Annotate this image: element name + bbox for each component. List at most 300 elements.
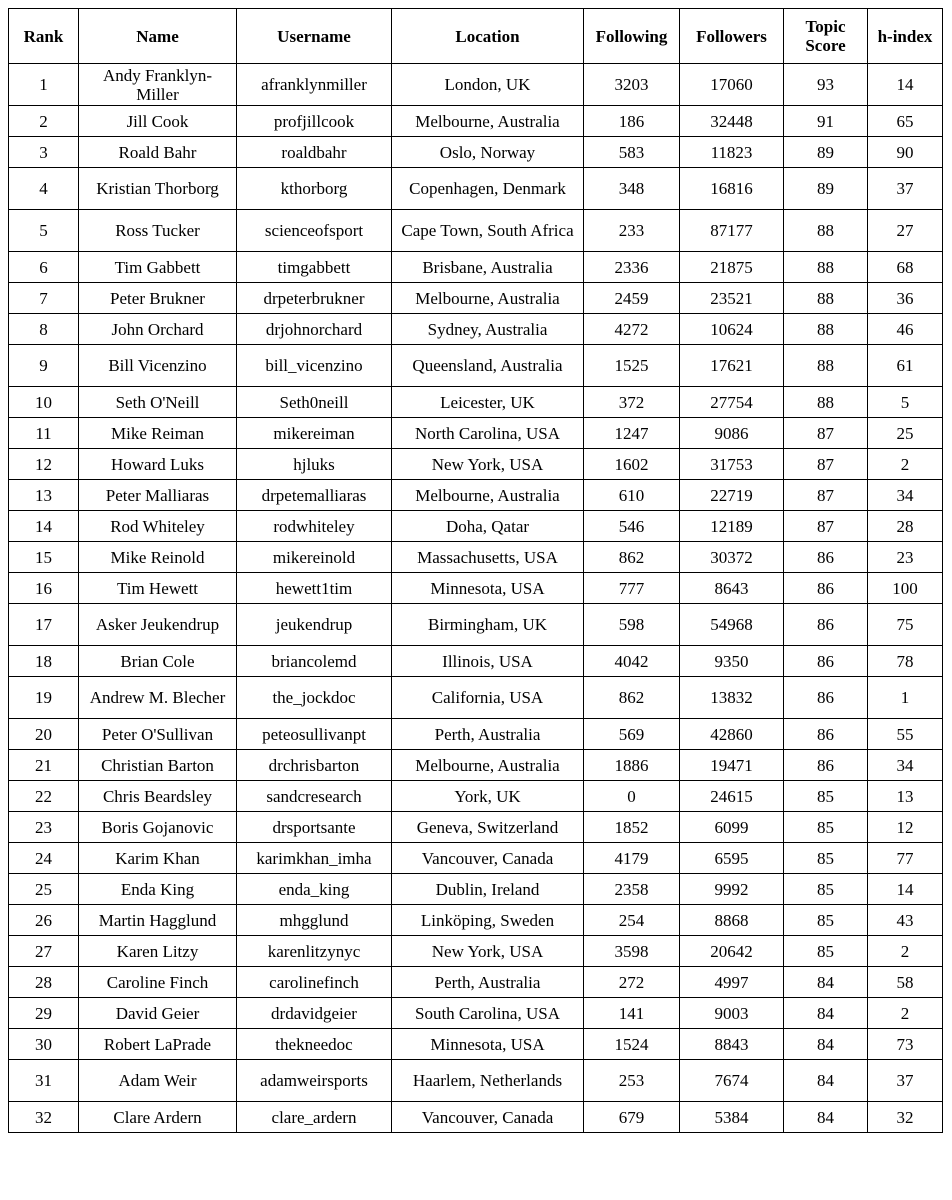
h-index-cell: 77 bbox=[868, 843, 943, 874]
topic-score-cell: 87 bbox=[784, 449, 868, 480]
table-row bbox=[9, 387, 943, 418]
followers-cell: 12189 bbox=[680, 511, 784, 542]
following-cell: 1852 bbox=[584, 812, 680, 843]
rank-cell: 12 bbox=[9, 449, 79, 480]
rank-cell: 32 bbox=[9, 1102, 79, 1133]
header-rank: Rank bbox=[9, 9, 79, 64]
rank-cell: 5 bbox=[9, 210, 79, 252]
followers-cell: 8843 bbox=[680, 1029, 784, 1060]
table-row bbox=[9, 314, 943, 345]
followers-cell: 8868 bbox=[680, 905, 784, 936]
following-cell: 583 bbox=[584, 137, 680, 168]
ranking-table bbox=[8, 8, 943, 1133]
topic-score-cell: 84 bbox=[784, 1102, 868, 1133]
h-index-cell: 100 bbox=[868, 573, 943, 604]
name-cell: Ross Tucker bbox=[79, 210, 237, 252]
name-cell: Boris Gojanovic bbox=[79, 812, 237, 843]
username-cell: thekneedoc bbox=[237, 1029, 392, 1060]
followers-cell: 16816 bbox=[680, 168, 784, 210]
header-topic-score: Topic Score bbox=[784, 9, 868, 64]
h-index-cell: 58 bbox=[868, 967, 943, 998]
table-row bbox=[9, 210, 943, 252]
topic-score-cell: 86 bbox=[784, 750, 868, 781]
following-cell: 186 bbox=[584, 106, 680, 137]
topic-score-cell: 89 bbox=[784, 168, 868, 210]
h-index-cell: 14 bbox=[868, 874, 943, 905]
table-row bbox=[9, 542, 943, 573]
following-cell: 4272 bbox=[584, 314, 680, 345]
followers-cell: 9003 bbox=[680, 998, 784, 1029]
location-cell: California, USA bbox=[392, 677, 584, 719]
following-cell: 598 bbox=[584, 604, 680, 646]
table-row bbox=[9, 998, 943, 1029]
username-cell: drchrisbarton bbox=[237, 750, 392, 781]
location-cell: Queensland, Australia bbox=[392, 345, 584, 387]
h-index-cell: 32 bbox=[868, 1102, 943, 1133]
username-cell: timgabbett bbox=[237, 252, 392, 283]
table-row bbox=[9, 967, 943, 998]
following-cell: 1886 bbox=[584, 750, 680, 781]
name-cell: Jill Cook bbox=[79, 106, 237, 137]
following-cell: 862 bbox=[584, 542, 680, 573]
header-h-index: h-index bbox=[868, 9, 943, 64]
location-cell: Oslo, Norway bbox=[392, 137, 584, 168]
topic-score-cell: 86 bbox=[784, 542, 868, 573]
following-cell: 2459 bbox=[584, 283, 680, 314]
topic-score-cell: 84 bbox=[784, 998, 868, 1029]
h-index-cell: 36 bbox=[868, 283, 943, 314]
following-cell: 272 bbox=[584, 967, 680, 998]
rank-cell: 24 bbox=[9, 843, 79, 874]
username-cell: kthorborg bbox=[237, 168, 392, 210]
location-cell: Minnesota, USA bbox=[392, 1029, 584, 1060]
header-following: Following bbox=[584, 9, 680, 64]
h-index-cell: 2 bbox=[868, 998, 943, 1029]
location-cell: Leicester, UK bbox=[392, 387, 584, 418]
name-cell: Martin Hagglund bbox=[79, 905, 237, 936]
rank-cell: 27 bbox=[9, 936, 79, 967]
location-cell: Haarlem, Netherlands bbox=[392, 1060, 584, 1102]
topic-score-cell: 86 bbox=[784, 573, 868, 604]
name-cell: Bill Vicenzino bbox=[79, 345, 237, 387]
location-cell: Vancouver, Canada bbox=[392, 843, 584, 874]
topic-score-cell: 88 bbox=[784, 387, 868, 418]
table-row bbox=[9, 64, 943, 106]
location-cell: Perth, Australia bbox=[392, 719, 584, 750]
rank-cell: 8 bbox=[9, 314, 79, 345]
name-cell: Andy Franklyn-Miller bbox=[79, 64, 237, 106]
rank-cell: 31 bbox=[9, 1060, 79, 1102]
topic-score-cell: 85 bbox=[784, 843, 868, 874]
h-index-cell: 13 bbox=[868, 781, 943, 812]
location-cell: Geneva, Switzerland bbox=[392, 812, 584, 843]
username-cell: jeukendrup bbox=[237, 604, 392, 646]
following-cell: 2336 bbox=[584, 252, 680, 283]
following-cell: 679 bbox=[584, 1102, 680, 1133]
location-cell: Melbourne, Australia bbox=[392, 480, 584, 511]
name-cell: David Geier bbox=[79, 998, 237, 1029]
topic-score-cell: 86 bbox=[784, 677, 868, 719]
username-cell: mikereinold bbox=[237, 542, 392, 573]
topic-score-cell: 85 bbox=[784, 812, 868, 843]
h-index-cell: 73 bbox=[868, 1029, 943, 1060]
location-cell: Cape Town, South Africa bbox=[392, 210, 584, 252]
followers-cell: 17060 bbox=[680, 64, 784, 106]
followers-cell: 23521 bbox=[680, 283, 784, 314]
rank-cell: 19 bbox=[9, 677, 79, 719]
table-row bbox=[9, 449, 943, 480]
name-cell: Tim Gabbett bbox=[79, 252, 237, 283]
username-cell: hjluks bbox=[237, 449, 392, 480]
location-cell: Doha, Qatar bbox=[392, 511, 584, 542]
table-row bbox=[9, 905, 943, 936]
h-index-cell: 55 bbox=[868, 719, 943, 750]
rank-cell: 14 bbox=[9, 511, 79, 542]
location-cell: Copenhagen, Denmark bbox=[392, 168, 584, 210]
topic-score-cell: 86 bbox=[784, 604, 868, 646]
name-cell: Chris Beardsley bbox=[79, 781, 237, 812]
table-row bbox=[9, 677, 943, 719]
table-row bbox=[9, 936, 943, 967]
name-cell: Peter Brukner bbox=[79, 283, 237, 314]
name-cell: Seth O'Neill bbox=[79, 387, 237, 418]
username-cell: drpetemalliaras bbox=[237, 480, 392, 511]
h-index-cell: 43 bbox=[868, 905, 943, 936]
h-index-cell: 68 bbox=[868, 252, 943, 283]
topic-score-cell: 88 bbox=[784, 283, 868, 314]
followers-cell: 6099 bbox=[680, 812, 784, 843]
h-index-cell: 37 bbox=[868, 168, 943, 210]
username-cell: mikereiman bbox=[237, 418, 392, 449]
name-cell: Peter O'Sullivan bbox=[79, 719, 237, 750]
table-body bbox=[9, 64, 943, 1133]
topic-score-cell: 84 bbox=[784, 967, 868, 998]
rank-cell: 7 bbox=[9, 283, 79, 314]
table-header bbox=[9, 9, 943, 64]
rank-cell: 1 bbox=[9, 64, 79, 106]
following-cell: 0 bbox=[584, 781, 680, 812]
followers-cell: 87177 bbox=[680, 210, 784, 252]
followers-cell: 27754 bbox=[680, 387, 784, 418]
topic-score-cell: 84 bbox=[784, 1029, 868, 1060]
name-cell: John Orchard bbox=[79, 314, 237, 345]
followers-cell: 42860 bbox=[680, 719, 784, 750]
h-index-cell: 2 bbox=[868, 936, 943, 967]
followers-cell: 54968 bbox=[680, 604, 784, 646]
topic-score-cell: 93 bbox=[784, 64, 868, 106]
table-row bbox=[9, 781, 943, 812]
table-row bbox=[9, 573, 943, 604]
followers-cell: 9350 bbox=[680, 646, 784, 677]
username-cell: hewett1tim bbox=[237, 573, 392, 604]
rank-cell: 26 bbox=[9, 905, 79, 936]
h-index-cell: 5 bbox=[868, 387, 943, 418]
name-cell: Karen Litzy bbox=[79, 936, 237, 967]
name-cell: Roald Bahr bbox=[79, 137, 237, 168]
followers-cell: 4997 bbox=[680, 967, 784, 998]
h-index-cell: 78 bbox=[868, 646, 943, 677]
h-index-cell: 23 bbox=[868, 542, 943, 573]
topic-score-cell: 88 bbox=[784, 345, 868, 387]
rank-cell: 22 bbox=[9, 781, 79, 812]
rank-cell: 18 bbox=[9, 646, 79, 677]
username-cell: karenlitzynyc bbox=[237, 936, 392, 967]
following-cell: 777 bbox=[584, 573, 680, 604]
rank-cell: 6 bbox=[9, 252, 79, 283]
username-cell: afranklynmiller bbox=[237, 64, 392, 106]
followers-cell: 30372 bbox=[680, 542, 784, 573]
location-cell: Vancouver, Canada bbox=[392, 1102, 584, 1133]
h-index-cell: 37 bbox=[868, 1060, 943, 1102]
name-cell: Kristian Thorborg bbox=[79, 168, 237, 210]
following-cell: 546 bbox=[584, 511, 680, 542]
topic-score-cell: 87 bbox=[784, 480, 868, 511]
topic-score-cell: 85 bbox=[784, 874, 868, 905]
name-cell: Mike Reiman bbox=[79, 418, 237, 449]
location-cell: Dublin, Ireland bbox=[392, 874, 584, 905]
h-index-cell: 25 bbox=[868, 418, 943, 449]
username-cell: sandcresearch bbox=[237, 781, 392, 812]
username-cell: drjohnorchard bbox=[237, 314, 392, 345]
h-index-cell: 12 bbox=[868, 812, 943, 843]
rank-cell: 4 bbox=[9, 168, 79, 210]
username-cell: peteosullivanpt bbox=[237, 719, 392, 750]
location-cell: York, UK bbox=[392, 781, 584, 812]
name-cell: Clare Ardern bbox=[79, 1102, 237, 1133]
topic-score-cell: 86 bbox=[784, 719, 868, 750]
rank-cell: 21 bbox=[9, 750, 79, 781]
location-cell: South Carolina, USA bbox=[392, 998, 584, 1029]
rank-cell: 3 bbox=[9, 137, 79, 168]
h-index-cell: 34 bbox=[868, 750, 943, 781]
rank-cell: 17 bbox=[9, 604, 79, 646]
name-cell: Brian Cole bbox=[79, 646, 237, 677]
followers-cell: 17621 bbox=[680, 345, 784, 387]
h-index-cell: 34 bbox=[868, 480, 943, 511]
name-cell: Karim Khan bbox=[79, 843, 237, 874]
table-row bbox=[9, 480, 943, 511]
following-cell: 569 bbox=[584, 719, 680, 750]
followers-cell: 6595 bbox=[680, 843, 784, 874]
location-cell: Brisbane, Australia bbox=[392, 252, 584, 283]
followers-cell: 11823 bbox=[680, 137, 784, 168]
following-cell: 348 bbox=[584, 168, 680, 210]
name-cell: Enda King bbox=[79, 874, 237, 905]
name-cell: Peter Malliaras bbox=[79, 480, 237, 511]
username-cell: adamweirsports bbox=[237, 1060, 392, 1102]
header-location: Location bbox=[392, 9, 584, 64]
topic-score-cell: 89 bbox=[784, 137, 868, 168]
header-row bbox=[9, 9, 943, 64]
following-cell: 254 bbox=[584, 905, 680, 936]
table-row bbox=[9, 511, 943, 542]
h-index-cell: 46 bbox=[868, 314, 943, 345]
rank-cell: 13 bbox=[9, 480, 79, 511]
location-cell: Sydney, Australia bbox=[392, 314, 584, 345]
name-cell: Andrew M. Blecher bbox=[79, 677, 237, 719]
rank-cell: 9 bbox=[9, 345, 79, 387]
following-cell: 2358 bbox=[584, 874, 680, 905]
username-cell: carolinefinch bbox=[237, 967, 392, 998]
rank-cell: 15 bbox=[9, 542, 79, 573]
username-cell: clare_ardern bbox=[237, 1102, 392, 1133]
followers-cell: 22719 bbox=[680, 480, 784, 511]
h-index-cell: 14 bbox=[868, 64, 943, 106]
following-cell: 4179 bbox=[584, 843, 680, 874]
location-cell: Birmingham, UK bbox=[392, 604, 584, 646]
username-cell: bill_vicenzino bbox=[237, 345, 392, 387]
rank-cell: 16 bbox=[9, 573, 79, 604]
username-cell: profjillcook bbox=[237, 106, 392, 137]
name-cell: Adam Weir bbox=[79, 1060, 237, 1102]
following-cell: 3598 bbox=[584, 936, 680, 967]
following-cell: 1247 bbox=[584, 418, 680, 449]
header-followers: Followers bbox=[680, 9, 784, 64]
followers-cell: 9086 bbox=[680, 418, 784, 449]
name-cell: Caroline Finch bbox=[79, 967, 237, 998]
topic-score-cell: 88 bbox=[784, 314, 868, 345]
followers-cell: 9992 bbox=[680, 874, 784, 905]
name-cell: Rod Whiteley bbox=[79, 511, 237, 542]
followers-cell: 24615 bbox=[680, 781, 784, 812]
username-cell: scienceofsport bbox=[237, 210, 392, 252]
location-cell: Illinois, USA bbox=[392, 646, 584, 677]
table-row bbox=[9, 646, 943, 677]
rank-cell: 28 bbox=[9, 967, 79, 998]
followers-cell: 19471 bbox=[680, 750, 784, 781]
table-row bbox=[9, 252, 943, 283]
location-cell: Linköping, Sweden bbox=[392, 905, 584, 936]
h-index-cell: 65 bbox=[868, 106, 943, 137]
topic-score-cell: 85 bbox=[784, 905, 868, 936]
followers-cell: 31753 bbox=[680, 449, 784, 480]
location-cell: Massachusetts, USA bbox=[392, 542, 584, 573]
following-cell: 3203 bbox=[584, 64, 680, 106]
h-index-cell: 61 bbox=[868, 345, 943, 387]
table-row bbox=[9, 812, 943, 843]
followers-cell: 32448 bbox=[680, 106, 784, 137]
followers-cell: 13832 bbox=[680, 677, 784, 719]
location-cell: Melbourne, Australia bbox=[392, 283, 584, 314]
rank-cell: 2 bbox=[9, 106, 79, 137]
h-index-cell: 2 bbox=[868, 449, 943, 480]
table-row bbox=[9, 345, 943, 387]
rank-cell: 29 bbox=[9, 998, 79, 1029]
topic-score-cell: 85 bbox=[784, 936, 868, 967]
table-row bbox=[9, 874, 943, 905]
table-row bbox=[9, 418, 943, 449]
username-cell: karimkhan_imha bbox=[237, 843, 392, 874]
table-row bbox=[9, 137, 943, 168]
username-cell: Seth0neill bbox=[237, 387, 392, 418]
h-index-cell: 90 bbox=[868, 137, 943, 168]
table-row bbox=[9, 719, 943, 750]
h-index-cell: 1 bbox=[868, 677, 943, 719]
username-cell: rodwhiteley bbox=[237, 511, 392, 542]
h-index-cell: 28 bbox=[868, 511, 943, 542]
topic-score-cell: 88 bbox=[784, 210, 868, 252]
name-cell: Tim Hewett bbox=[79, 573, 237, 604]
username-cell: the_jockdoc bbox=[237, 677, 392, 719]
table-row bbox=[9, 604, 943, 646]
name-cell: Howard Luks bbox=[79, 449, 237, 480]
table-row bbox=[9, 283, 943, 314]
username-cell: briancolemd bbox=[237, 646, 392, 677]
topic-score-cell: 85 bbox=[784, 781, 868, 812]
location-cell: London, UK bbox=[392, 64, 584, 106]
table-row bbox=[9, 1102, 943, 1133]
username-cell: enda_king bbox=[237, 874, 392, 905]
rank-cell: 10 bbox=[9, 387, 79, 418]
h-index-cell: 75 bbox=[868, 604, 943, 646]
name-cell: Robert LaPrade bbox=[79, 1029, 237, 1060]
rank-cell: 30 bbox=[9, 1029, 79, 1060]
name-cell: Asker Jeukendrup bbox=[79, 604, 237, 646]
topic-score-cell: 91 bbox=[784, 106, 868, 137]
table-row bbox=[9, 843, 943, 874]
topic-score-cell: 86 bbox=[784, 646, 868, 677]
topic-score-cell: 87 bbox=[784, 418, 868, 449]
location-cell: Melbourne, Australia bbox=[392, 106, 584, 137]
location-cell: Perth, Australia bbox=[392, 967, 584, 998]
username-cell: mhgglund bbox=[237, 905, 392, 936]
location-cell: New York, USA bbox=[392, 936, 584, 967]
followers-cell: 21875 bbox=[680, 252, 784, 283]
name-cell: Mike Reinold bbox=[79, 542, 237, 573]
table-row bbox=[9, 1060, 943, 1102]
table-row bbox=[9, 106, 943, 137]
ranking-table-container bbox=[8, 8, 942, 1133]
following-cell: 141 bbox=[584, 998, 680, 1029]
following-cell: 372 bbox=[584, 387, 680, 418]
username-cell: drpeterbrukner bbox=[237, 283, 392, 314]
header-username: Username bbox=[237, 9, 392, 64]
followers-cell: 8643 bbox=[680, 573, 784, 604]
table-row bbox=[9, 168, 943, 210]
rank-cell: 25 bbox=[9, 874, 79, 905]
location-cell: Melbourne, Australia bbox=[392, 750, 584, 781]
username-cell: drsportsante bbox=[237, 812, 392, 843]
following-cell: 233 bbox=[584, 210, 680, 252]
following-cell: 1524 bbox=[584, 1029, 680, 1060]
topic-score-cell: 88 bbox=[784, 252, 868, 283]
topic-score-cell: 84 bbox=[784, 1060, 868, 1102]
header-name: Name bbox=[79, 9, 237, 64]
following-cell: 610 bbox=[584, 480, 680, 511]
location-cell: New York, USA bbox=[392, 449, 584, 480]
h-index-cell: 27 bbox=[868, 210, 943, 252]
following-cell: 1525 bbox=[584, 345, 680, 387]
username-cell: drdavidgeier bbox=[237, 998, 392, 1029]
followers-cell: 10624 bbox=[680, 314, 784, 345]
location-cell: Minnesota, USA bbox=[392, 573, 584, 604]
following-cell: 4042 bbox=[584, 646, 680, 677]
followers-cell: 5384 bbox=[680, 1102, 784, 1133]
followers-cell: 20642 bbox=[680, 936, 784, 967]
following-cell: 1602 bbox=[584, 449, 680, 480]
table-row bbox=[9, 750, 943, 781]
following-cell: 253 bbox=[584, 1060, 680, 1102]
location-cell: North Carolina, USA bbox=[392, 418, 584, 449]
rank-cell: 11 bbox=[9, 418, 79, 449]
topic-score-cell: 87 bbox=[784, 511, 868, 542]
followers-cell: 7674 bbox=[680, 1060, 784, 1102]
username-cell: roaldbahr bbox=[237, 137, 392, 168]
table-row bbox=[9, 1029, 943, 1060]
rank-cell: 20 bbox=[9, 719, 79, 750]
rank-cell: 23 bbox=[9, 812, 79, 843]
name-cell: Christian Barton bbox=[79, 750, 237, 781]
